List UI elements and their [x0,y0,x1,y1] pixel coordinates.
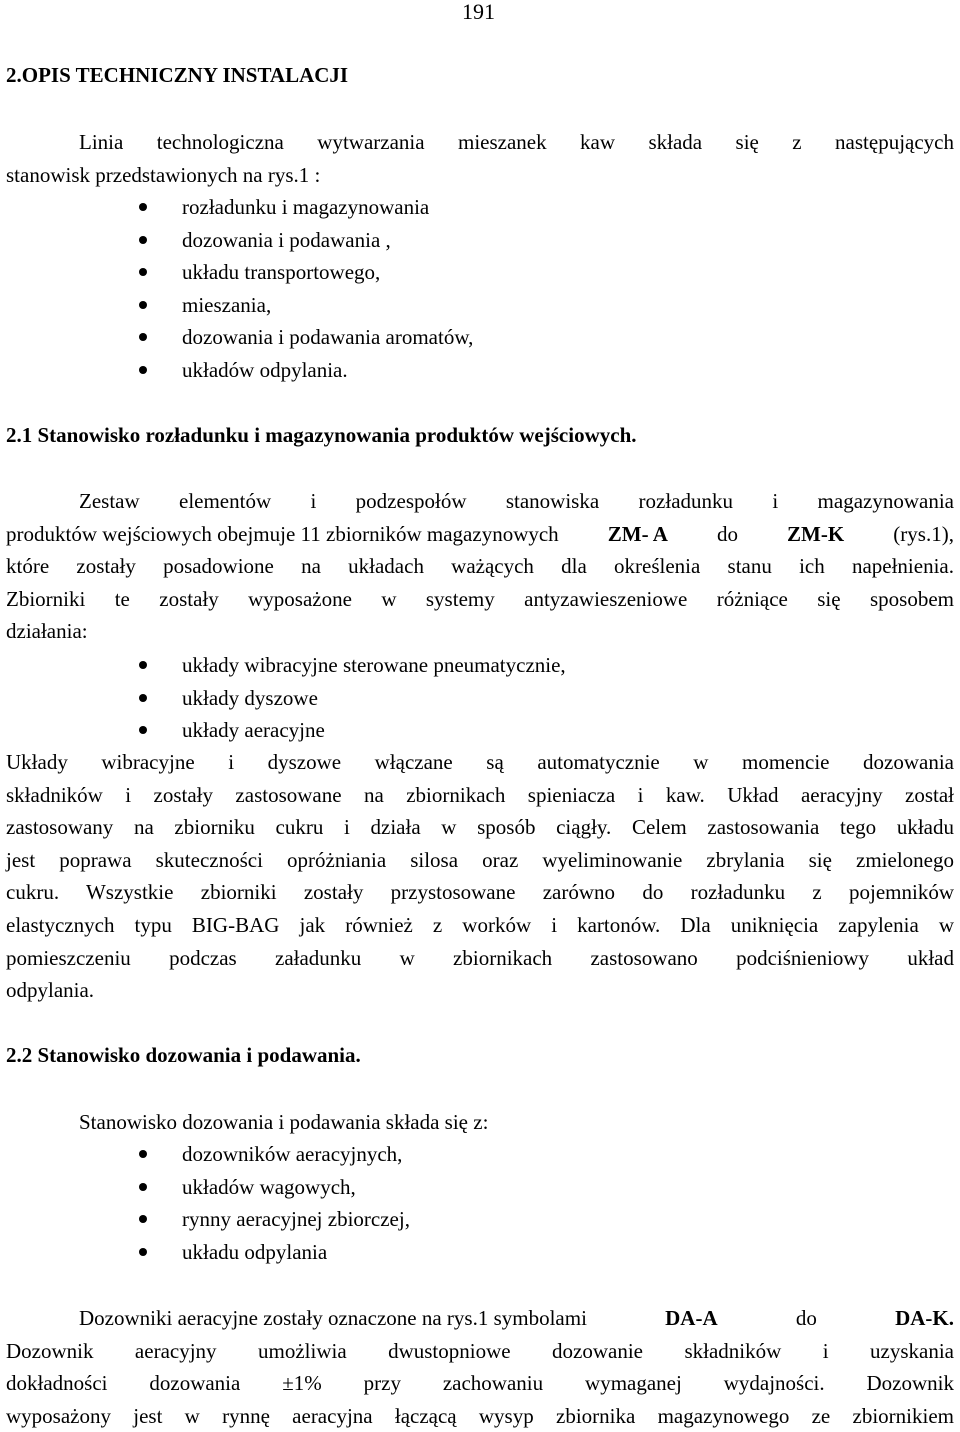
text-span: do [716,521,738,546]
section-2-2-intro [6,1106,954,1139]
list-item: dozowania i podawania , [130,224,473,257]
list-item: rozładunku i magazynowania [130,191,473,224]
list-item: układów wagowych, [130,1171,410,1204]
section-2-1-paragraph-2 [6,746,954,1007]
dosing-components-list [130,1138,410,1268]
list-item: dozowania i podawania aromatów, [130,321,473,354]
page-number: 191 [462,0,495,24]
text-line: dokładności dozowania ±1% przy zachowaniu wymaganej wydajności. Dozownik [6,1371,954,1396]
intro-paragraph [6,126,954,191]
text-line: pomieszczeniu podczas załadunku w zbiornikach zastosowano podciśnieniowy układ [6,945,954,970]
text-line [6,518,954,551]
section-2-1-heading: 2.1 Stanowisko rozładunku i magazynowania produktów wejściowych. [6,423,637,447]
text-line: cukru. Wszystkie zbiorniki zostały przystosowane zarówno do rozładunku z pojemników [6,880,954,905]
text-line: wyposażony jest w rynnę aeracyjna łączącą wysyp zbiornika magazynowego ze zbiornikiem [6,1403,954,1428]
stations-list [130,191,473,387]
text-line: jest poprawa skuteczności opróżniania silosa oraz wyeliminowanie zbrylania się zmielonego [6,847,954,872]
intro-line-1: Linia technologiczna wytwarzania mieszanek kaw składa się z następujących [79,130,954,154]
section-2-2-heading: 2.2 Stanowisko dozowania i podawania. [6,1043,361,1067]
section-2-1-paragraph-1 [6,485,954,648]
text-span: do [795,1306,817,1330]
section-2-2-paragraph [6,1302,954,1432]
intro-line-2: stanowisk przedstawionych na rys.1 : [6,162,321,187]
text-span: produktów wejściowych obejmuje 11 zbiorników magazynowych [6,521,559,546]
text-line: które zostały posadowione na układach ważących dla określenia stanu ich napełnienia. [6,554,954,579]
text-line: składników i zostały zastosowane na zbiornikach spieniacza i kaw. Układ aeracyjny został [6,782,954,807]
text-line: elastycznych typu BIG-BAG jak również z worków i kartonów. Dla uniknięcia zapylenia w [6,912,954,937]
text-span: (rys.1), [893,521,954,546]
text-line: zastosowany na zbiorniku cukru i działa w sposób ciągły. Celem zastosowania tego układu [6,815,954,840]
list-item: układy wibracyjne sterowane pneumatycznie, [130,649,566,682]
list-item: układu odpylania [130,1236,410,1269]
list-item: układy dyszowe [130,682,566,715]
list-item: układu transportowego, [130,256,473,289]
list-item: układów odpylania. [130,354,473,387]
anti-blocking-systems-list [130,649,566,747]
text-line [6,1302,954,1335]
text-line: Zestaw elementów i podzespołów stanowiska rozładunku i magazynowania [79,489,954,513]
list-item: rynny aeracyjnej zbiorczej, [130,1203,410,1236]
text-line: Dozownik aeracyjny umożliwia dwustopniowe dozowanie składników i uzyskania [6,1338,954,1363]
text-line: Zbiorniki te zostały wyposażone w systemy antyzawieszeniowe różniące się sposobem [6,586,954,611]
tank-label-start: ZM- A [607,521,668,546]
text-line: działania: [6,619,88,644]
text-line: Układy wibracyjne i dyszowe włączane są automatycznie w momencie dozowania [6,750,954,774]
doser-label-start: DA-A [665,1306,718,1330]
text-line: odpylania. [6,978,95,1003]
list-item: układy aeracyjne [130,714,566,747]
text-line: Stanowisko dozowania i podawania składa się z: [79,1110,489,1134]
list-item: dozowników aeracyjnych, [130,1138,410,1171]
text-span: Dozowniki aeracyjne zostały oznaczone na rys.1 symbolami [79,1306,587,1330]
doser-label-end: DA-K. [895,1306,954,1330]
section-heading: 2.OPIS TECHNICZNY INSTALACJI [6,63,349,87]
tank-label-end: ZM-K [787,521,845,546]
list-item: mieszania, [130,289,473,322]
